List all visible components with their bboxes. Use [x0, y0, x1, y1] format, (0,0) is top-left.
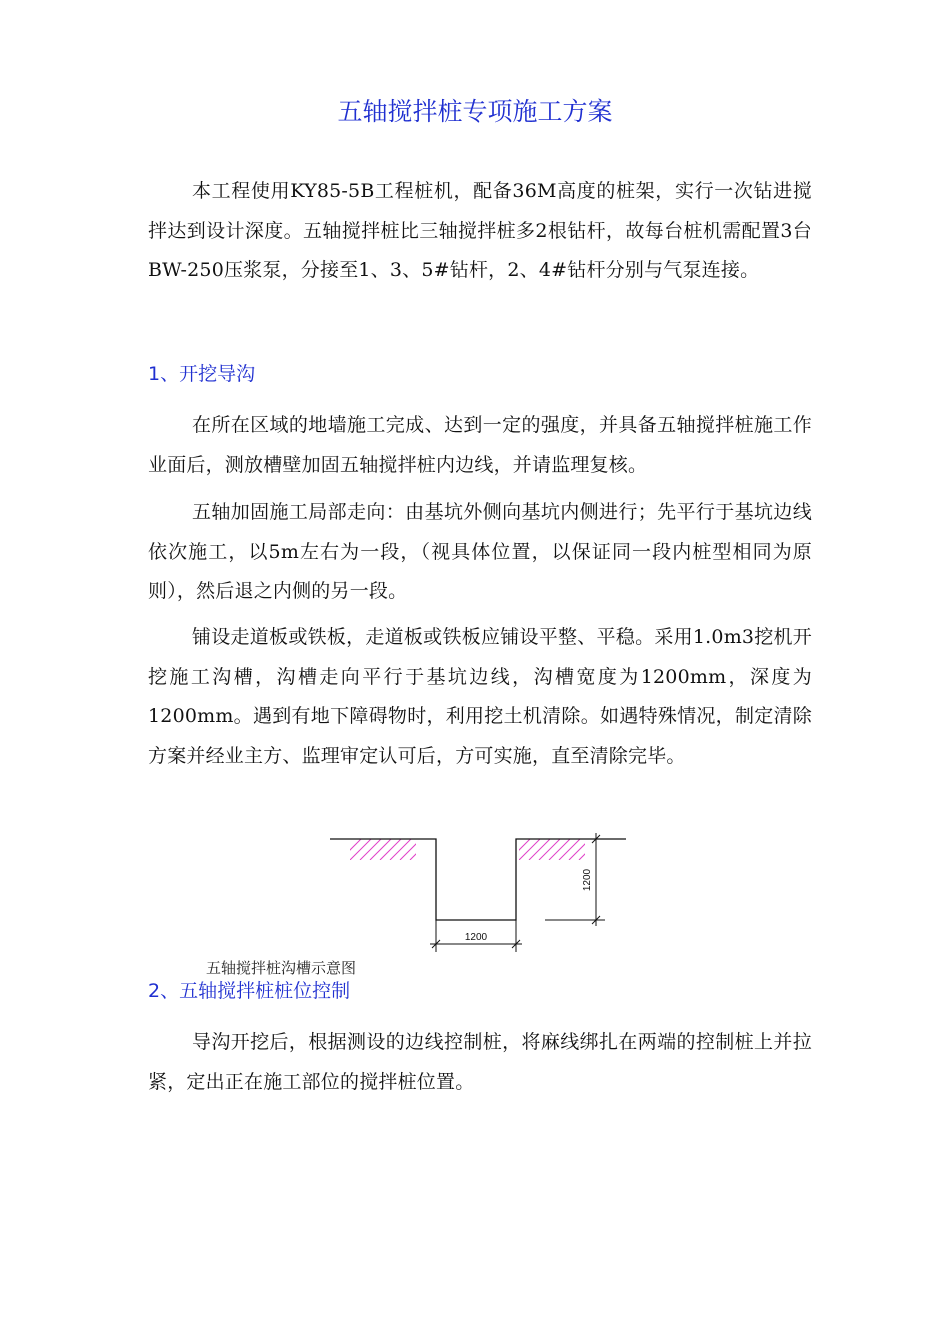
intro-paragraph: 本工程使用KY85-5B工程桩机，配备36M高度的桩架，实行一次钻进搅拌达到设计深度。五轴搅拌桩比三轴搅拌桩多2根钻杆，故每台桩机需配置3台BW-250压浆泵，分接至1、3、5#钻杆，2、4#钻杆分别与气泵连接。 — [148, 180, 812, 281]
width-label: 1200 — [464, 932, 488, 943]
page-title: 五轴搅拌桩专项施工方案 — [337, 97, 613, 126]
section-1-paragraph-1: 在所在区域的地墙施工完成、达到一定的强度，并具备五轴搅拌桩施工作业面后，测放槽壁加固五轴搅拌桩内边线，并请监理复核。 — [148, 414, 812, 476]
depth-label: 1200 — [582, 868, 593, 892]
section-1-paragraph-2: 五轴加固施工局部走向：由基坑外侧向基坑内侧进行；先平行于基坑边线依次施工，以5m左右为一段，（视具体位置，以保证同一段内桩型相同为原则），然后退之内侧的另一段。 — [148, 501, 812, 602]
figure-caption: 五轴搅拌桩沟槽示意图 — [206, 959, 357, 977]
section-2-heading: 2、五轴搅拌桩桩位控制 — [148, 980, 351, 1002]
section-1-heading: 1、开挖导沟 — [148, 363, 256, 385]
soil-hatch-left — [340, 839, 431, 860]
section-1-paragraph-3: 铺设走道板或铁板，走道板或铁板应铺设平整、平稳。采用1.0m3挖机开挖施工沟槽，沟槽走向平行于基坑边线，沟槽宽度为1200mm，深度为1200mm。遇到有地下障碍物时，利用挖土机清除。如遇特殊情况，制定清除方案并经业主方、监理审定认可后，方可实施，直至清除完毕。 — [148, 626, 812, 767]
soil-hatch-right — [509, 839, 600, 860]
depth-dimension — [545, 833, 605, 926]
section-2-paragraph-1: 导沟开挖后，根据测设的边线控制桩，将麻线绑扎在两端的控制桩上并拉紧，定出正在施工部位的搅拌桩位置。 — [148, 1031, 812, 1093]
trench-diagram — [320, 828, 640, 960]
